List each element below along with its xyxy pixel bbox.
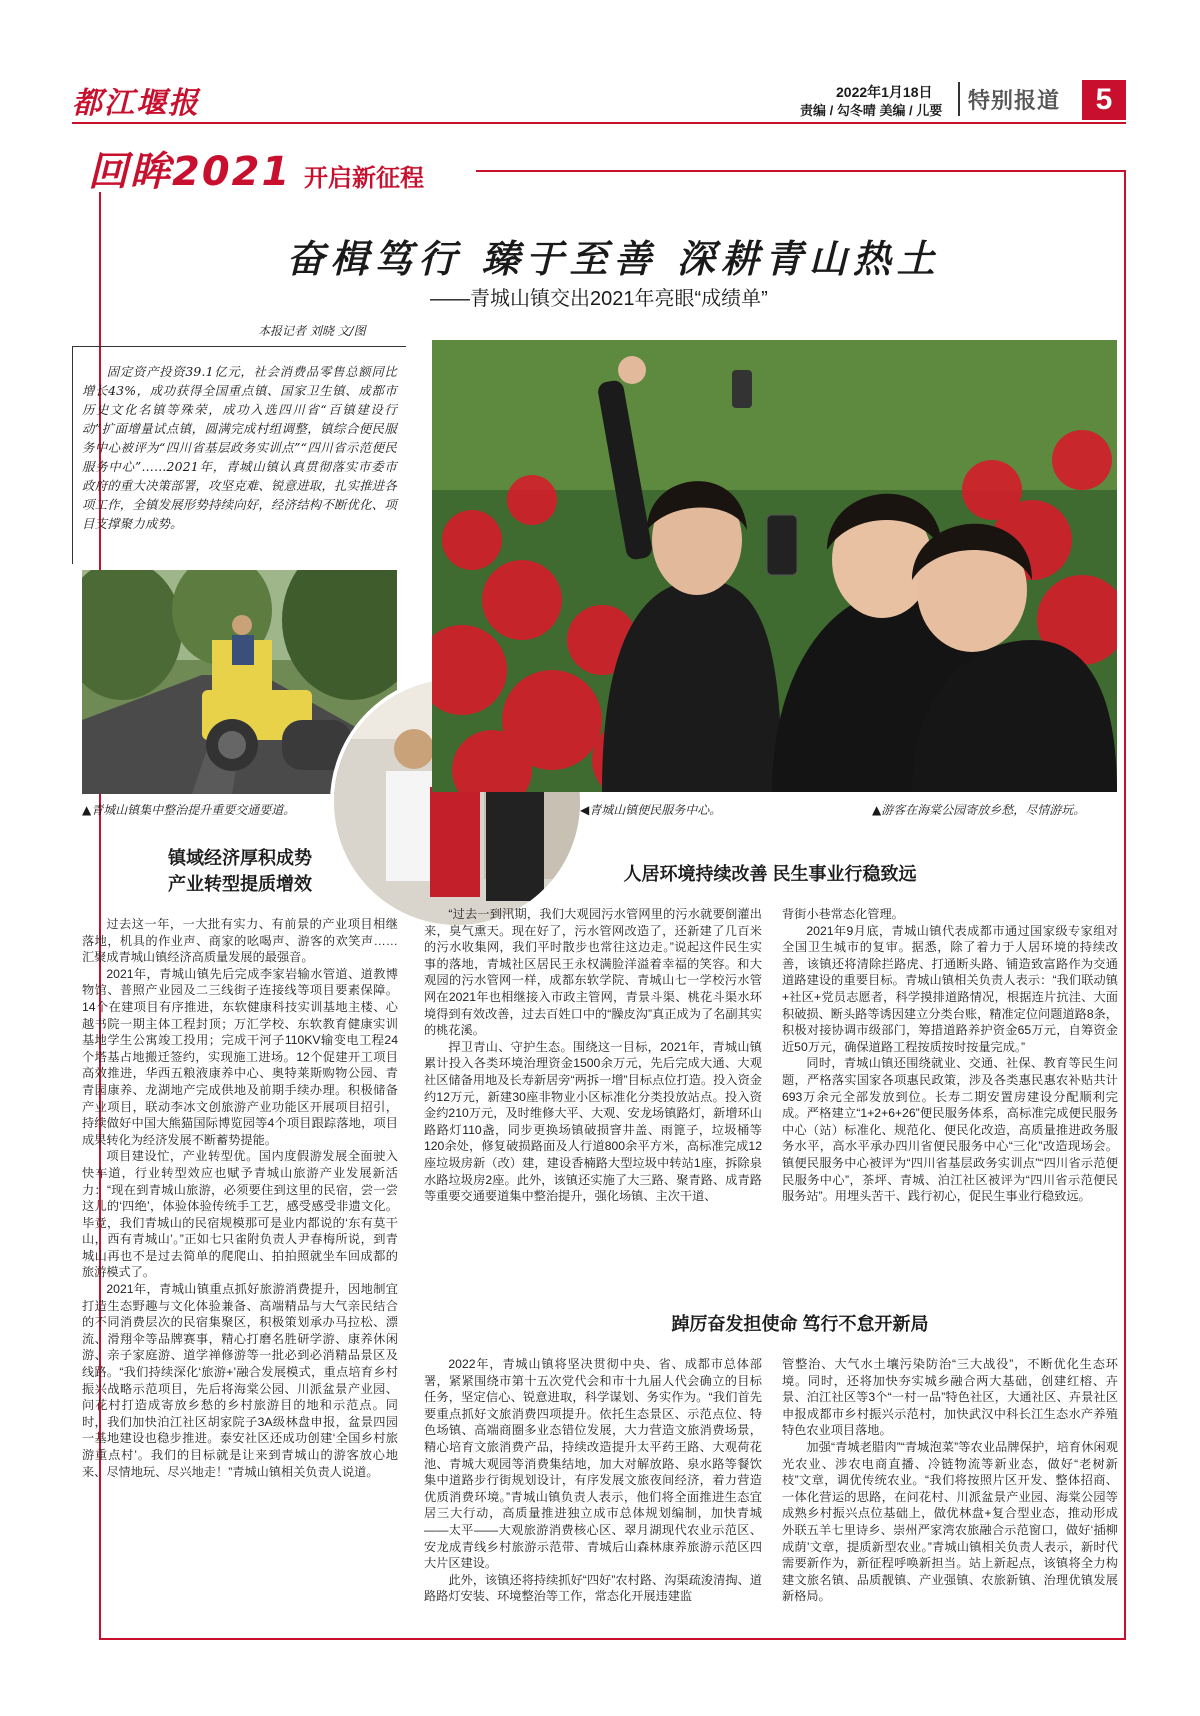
editors-credit: 责编 / 勾冬晴 美编 / 儿要: [800, 103, 943, 118]
byline: 本报记者 刘晓 文/图: [258, 324, 366, 338]
lead-paragraph: 固定资产投资39.1亿元，社会消费品零售总额同比增长43%，成功获得全国重点镇、国家卫生镇、成都市历史文化名镇等殊荣，成功入选四川省“百镇建设行动”扩面增量试点镇，圆满完成村组调整，镇综合便民服务中心被评为“四川省基层政务实训点”“四川省示范便民服务中心”……2021年，青城山镇认真贯彻落实市委市政府的重大决策部署，攻坚克难、锐意进取，扎实推进各项工作，全镇发展形势持续向好，经济结构不断优化、项目支撑聚力成势。: [82, 364, 397, 531]
section3-paragraph: 此外，该镇还将持续抓好“四好”农村路、沟渠疏浚清掏、道路路灯安装、环境整治等工作，常态化开展违建监: [424, 1572, 762, 1604]
section3-column-left: [424, 1356, 762, 1605]
caption-tourists: ▲游客在海棠公园寄放乡愁，尽情游玩。: [872, 803, 1086, 817]
section-name: 特别报道: [968, 88, 1061, 113]
article-subtitle: ——青城山镇交出2021年亮眼“成绩单”: [430, 288, 768, 310]
section3-paragraph: 管整治、大气水土壤污染防治“三大战役”，不断优化生态环境。同时，还将加快夯实城乡融合两大基础，创建红榕、卉景、泊江社区等3个“一村一品”特色社区，大通社区、卉景社区申报成都市乡村振兴示范村，加快武汉中科长江生态水产养殖特色农业项目落地。: [782, 1357, 1118, 1438]
section2-paragraph: 捍卫青山、守护生态。围绕这一目标，2021年，青城山镇累计投入各类环境治理资金1500余万元，先后完成大通、大观社区储备用地及长寿新居旁“两拆一增”目标点位打造。投入资金约12万元，新建30座非物业小区标准化分类投放站点。投入资金约210万元，及时维修大平、大观、安龙场镇路灯，新增环山路路灯110盏，同步更换场镇破损窨井盖、雨篦子，垃圾桶等120余处，修复破损路面及人行道800余平方米，高标准完成12座垃圾房新（改）建，建设香楠路大型垃圾中转站1座，拆除泉水路垃圾房2座。此外，该镇还实施了大三路、聚青路、成青路等重要交通要道集中整治提升，强化场镇、主次干道、: [424, 1039, 762, 1204]
section3-paragraph: 2022年，青城山镇将坚决贯彻中央、省、成都市总体部署，紧紧围绕市第十五次党代会和市十九届人代会确立的目标任务，坚定信心、锐意进取，科学谋划、务实作为。“我们首先要重点抓好文旅消费四项提升。依托生态景区、示范点位、特色场镇、高端商圈多业态错位发展，大力营造文旅消费场景，精心培育文旅消费产品，持续改造提升太平药王路、大观荷花池、青城大观园等消费集结地，加大对解放路、泉水路等餐饮集中道路步行街规划设计，有序发展文旅夜间经济，着力营造优质消费环境。”青城山镇负责人表示，他们将全面推进生态宜居三大行动，高质量推进独立成市总体规划编制，加快青城——太平——大观旅游消费核心区、翠月湖现代农业示范区、安龙成青线乡村旅游示范带、青城后山森林康养旅游示范区四大片区建设。: [424, 1357, 762, 1571]
section1-paragraph: 2021年，青城山镇重点抓好旅游消费提升，因地制宜打造生态野趣与文化体验兼备、高端精品与大气亲民结合的不同消费层次的民宿集聚区，积极策划承办马拉松、漂流、滑翔伞等品牌赛事，精心打磨名胜研学游、康养休闲游、亲子家庭游、道学禅修游等一批必到必消精品景区及线路。“我们持续深化‘旅游+’融合发展模式，重点培育乡村振兴战略示范项目，先后将海棠公园、川派盆景产业园、问花村打造成寄放乡愁的乡村旅游目的地和示范点。同时，我们加快泊江社区胡家院子3A级林盘申报，盆景四园一基地建设也稳步推进。泰安社区还成功创建‘全国乡村旅游重点村’。我们的目标就是让来到青城山的游客放心地来、尽情地玩、尽兴地走！”青城山镇相关负责人说道。: [82, 1282, 398, 1479]
article-headline: 奋楫笃行 臻于至善 深耕青山热土: [286, 236, 941, 281]
section1-title-line2: 产业转型提质增效: [168, 874, 312, 894]
section2-paragraph: “过去一到汛期，我们大观园污水管网里的污水就要倒灌出来，臭气熏天。现在好了，污水管网改造了，还新建了几百米的污水收集网，我们平时散步也常往这边走。”说起这件民生实事的落地，青城社区居民王永权满脸洋溢着幸福的笑容。和大观园的污水管网一样，成都东软学院、青城山七一学校污水管网在2021年也相继接入市政主管网，青景斗渠、桃花斗渠水环境得到有效改善，过去百姓口中的“臊皮沟”真正成为了名副其实的桃花溪。: [424, 907, 762, 1038]
issue-date: 2022年1月18日: [836, 84, 933, 100]
section2-paragraph: 背街小巷常态化管理。: [782, 907, 904, 921]
tourists-illustration: [432, 340, 1117, 792]
section3-paragraph: 加强“青城老腊肉”“青城泡菜”等农业品牌保护，培育休闲观光农业、涉农电商直播、冷链物流等新业态，做好“老树新枝”文章，调优传统农业。“我们将按照片区开发、整体招商、一体化营运的思路，在问花村、川派盆景产业园、海棠公园等成熟乡村振兴点位基础上，做优林盘+复合型业态，推动形成外联五羊七里诗乡、崇州严家湾农旅融合示范窗口，做好‘插柳成荫’文章，提质新型农业。”青城山镇相关负责人表示，新时代需要新作为，新征程呼唤新担当。站上新起点，该镇将全力构建文旅名镇、品质靓镇、产业强镇、农旅新镇、治理优镇发展新格局。: [782, 1439, 1118, 1604]
section1-column: [82, 916, 398, 1480]
section3-title: 踔厉奋发担使命 笃行不怠开新局: [671, 1314, 929, 1334]
caption-road: ▲青城山镇集中整治提升重要交通要道。: [82, 803, 296, 817]
section1-paragraph: 过去这一年，一大批有实力、有前景的产业项目相继落地，机具的作业声、商家的吆喝声、游客的欢笑声……汇聚成青城山镇经济高质量发展的最强音。: [82, 917, 398, 965]
page-number: 5: [1082, 80, 1126, 120]
section2-paragraph: 同时，青城山镇还围绕就业、交通、社保、教育等民生问题，严格落实国家各项惠民政策，涉及各类惠民惠农补贴共计693万余元全部发放到位。长寿二期安置房建设分配顺利完成。严格建立“1+2+6+26”便民服务体系，高标准完成便民服务中心（站）标准化、规范化、便民化改造，高质量推进政务服务水平，高水平承办四川省便民服务中心“三化”改造现场会。镇便民服务中心被评为“四川省基层政务实训点”“四川省示范便民服务中心”，茶坪、青城、泊江社区被评为“四川省示范便民服务站”。用埋头苦干、践行初心，促民生事业行稳致远。: [782, 1056, 1118, 1204]
section2-column-left: [424, 906, 762, 1205]
photo-tourists-selfie: [432, 340, 1117, 792]
section1-paragraph: 项目建设忙，产业转型优。国内度假游发展全面驶入快车道，行业转型效应也赋予青城山旅游产业发展新活力：“现在到青城山旅游，必须要住到这里的民宿，尝一尝这儿的‘四绝’，体验体验传统手工艺，感受感受非遗文化。毕竟，我们青城山的民宿规模那可是业内都说的‘东有莫干山，西有青城山’。”正如七只雀附负责人尹春梅所说，到青城山再也不是过去简单的爬爬山、拍拍照就坐车回成都的旅游模式了。: [82, 1149, 398, 1280]
section2-paragraph: 2021年9月底，青城山镇代表成都市通过国家级专家组对全国卫生城市的复审。据悉，除了着力于人居环境的持续改善，该镇还将清除拦路虎、打通断头路、铺造致富路作为交通道路建设的重要目标。青城山镇相关负责人表示：“我们联动镇+社区+党员志愿者，科学摸排道路情况，根据连片抗洼、大面积破损、断头路等诱因建立分类台账，精准定位问题道路8条，积极对接协调市级部门，筹措道路养护资金65万元，自筹资金近50万元，确保道路工程按质按时按量完成。”: [782, 923, 1118, 1054]
section1-paragraph: 2021年，青城山镇先后完成李家岩输水管道、道教博物馆、普照产业园及二三线街子连接线等项目要素保障。14个在建项目有序推进，东软健康科技实训基地主楼、心越书院一期主体工程封顶；万汇学校、东软教育健康实训基地学生公寓竣工投用；完成干河子110KV输变电工程24个塔基占地搬迁签约，实现施工进场。12个促建开工项目高效推进，华西五粮液康养中心、奥特莱斯购物公园、青青园康养、龙湖地产完成供地及前期手续办理。积极储备产业项目，联动李冰文创旅游产业功能区开展项目招引，持续做好中国大熊猫国际博览园等4个项目跟踪落地，项目成果转化为经济发展不断蓄势提能。: [82, 966, 398, 1147]
banner-subtitle: 开启新征程: [304, 164, 424, 192]
section2-column-right: [782, 906, 1118, 1205]
newspaper-masthead: 都江堰报: [72, 86, 200, 121]
section2-title: 人居环境持续改善 民生事业行稳致远: [623, 864, 917, 884]
header-rule: [72, 122, 1126, 124]
section3-column-right: [782, 1356, 1118, 1605]
caption-service-center: ◀青城山镇便民服务中心。: [580, 803, 722, 817]
section1-title-line1: 镇域经济厚积成势: [168, 848, 312, 868]
banner-title: 回眸2021: [88, 149, 292, 195]
header-separator: [958, 82, 960, 116]
